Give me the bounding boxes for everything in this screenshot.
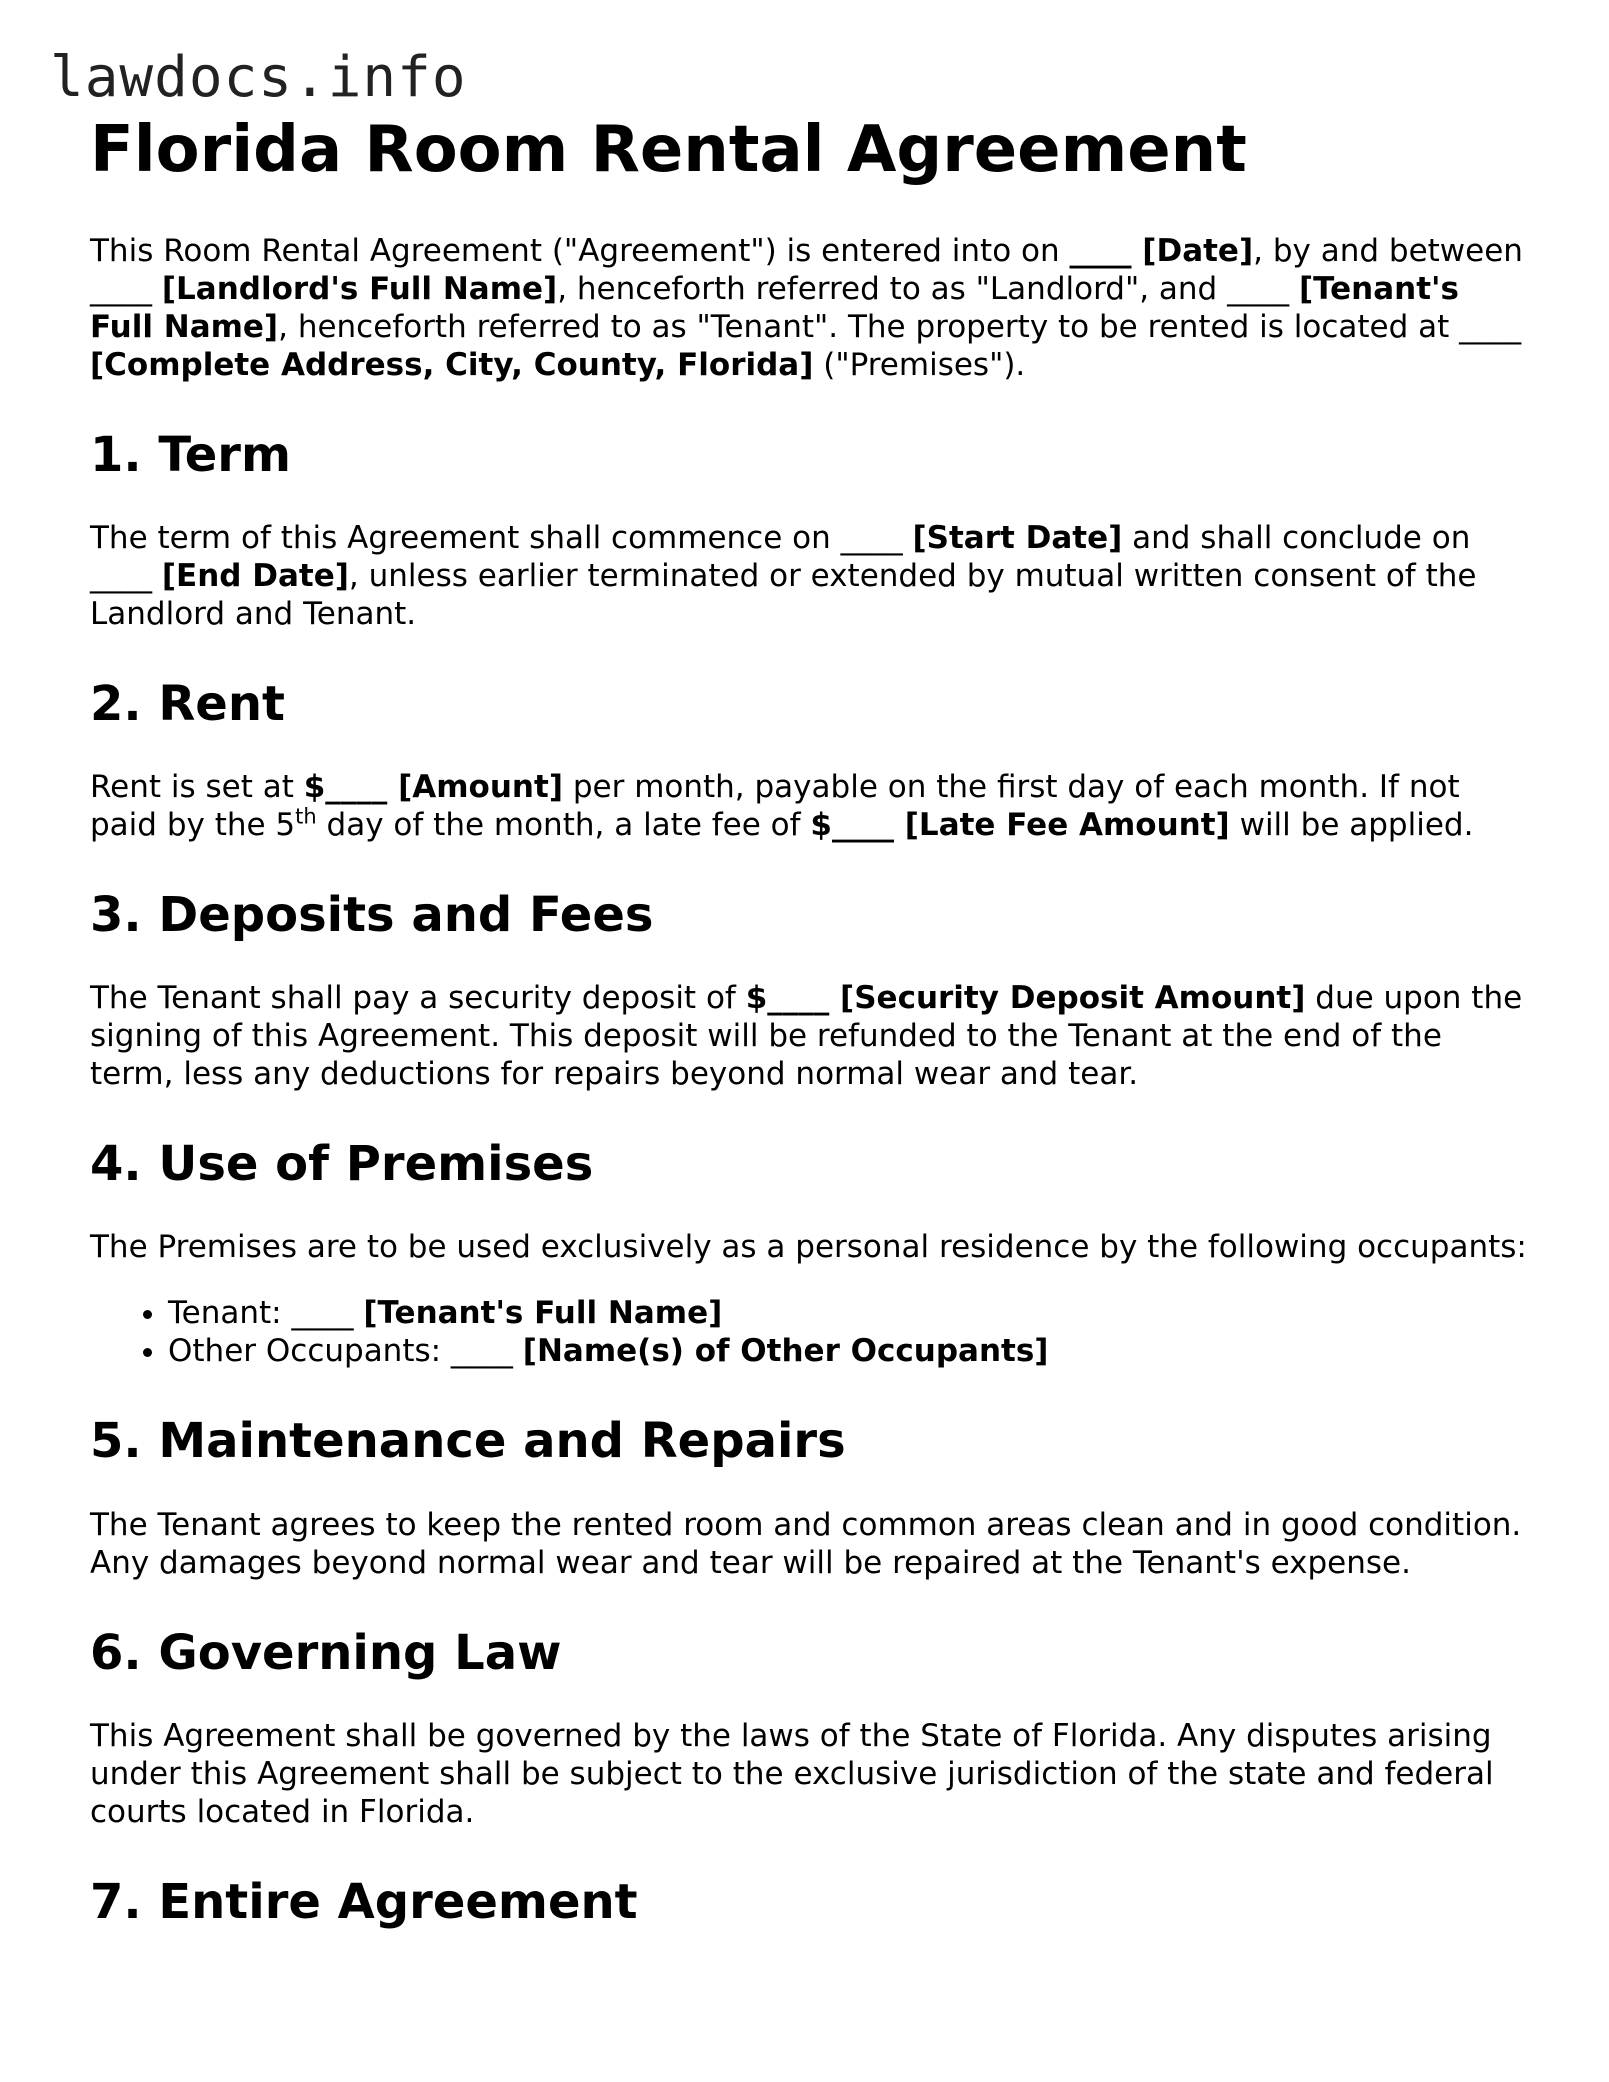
section-heading-rent: 2. Rent [90, 675, 285, 732]
rent-paragraph [90, 768, 1530, 844]
section-heading-use: 4. Use of Premises [90, 1136, 594, 1193]
use-paragraph: The Premises are to be used exclusively as a personal residence by the following occupants: [90, 1229, 1527, 1266]
security-deposit-placeholder: $____ [Security Deposit Amount] [745, 980, 1306, 1017]
maintenance-paragraph: The Tenant agrees to keep the rented room and common areas clean and in good condition. Any damages beyond normal wear and tear will be repaired at the Tenant's expense. [90, 1506, 1522, 1581]
watermark-logo: lawdocs.info [50, 45, 467, 110]
intro-text-3: , henceforth referred to as "Landlord", and ____ [557, 270, 1299, 307]
section-heading-governing-law: 6. Governing Law [90, 1624, 562, 1681]
occupant-placeholder: [Tenant's Full Name] [363, 1295, 723, 1332]
deposits-text-1: The Tenant shall pay a security deposit of [90, 980, 746, 1017]
document-body [90, 114, 1530, 1966]
intro-text-5: ("Premises"). [813, 346, 1026, 383]
list-item [168, 1294, 1530, 1332]
intro-text-1: This Room Rental Agreement ("Agreement") is entered into on [90, 232, 1070, 269]
intro-paragraph [90, 232, 1530, 384]
date-placeholder: ____ [Date] [1069, 232, 1254, 269]
occupant-label: Other Occupants: ____ [168, 1333, 523, 1370]
rent-text-2: per month, payable on the first day of each month. If not paid by the 5 [90, 768, 1460, 843]
occupants-list [90, 1294, 1530, 1370]
term-text-2: and shall conclude on ____ [90, 519, 1471, 594]
section-heading-deposits: 3. Deposits and Fees [90, 886, 654, 943]
rent-text-4: will be applied. [1229, 806, 1474, 843]
section-heading-entire-agreement: 7. Entire Agreement [90, 1873, 638, 1930]
term-paragraph [90, 519, 1530, 633]
landlord-name-placeholder: [Landlord's Full Name] [161, 270, 558, 307]
document-title: Florida Room Rental Agreement [90, 113, 1247, 187]
term-text-3: , unless earlier terminated or extended by mutual written consent of the Landlord and Tenant. [90, 557, 1477, 632]
intro-text-4: , henceforth referred to as "Tenant". The property to be rented is located at ____ [278, 308, 1522, 345]
occupant-label: Tenant: ____ [168, 1295, 364, 1332]
ordinal-suffix: th [295, 804, 317, 829]
term-text-1: The term of this Agreement shall commence on ____ [90, 519, 913, 556]
end-date-placeholder: [End Date] [161, 557, 349, 594]
rent-text-1: Rent is set at [90, 768, 304, 805]
address-placeholder: [Complete Address, City, County, Florida] [90, 346, 814, 383]
deposits-text-2: due upon the signing of this Agreement. This deposit will be refunded to the Tenant at the end of the term, less any deductions for repairs beyond normal wear and tear. [90, 980, 1523, 1093]
start-date-placeholder: [Start Date] [912, 519, 1123, 556]
rent-text-3: day of the month, a late fee of [316, 806, 811, 843]
rent-amount-placeholder: $____ [Amount] [303, 768, 563, 805]
tenant-name-placeholder: [Tenant's Full Name] [90, 270, 1459, 345]
intro-text-2: , by and between ____ [90, 232, 1523, 307]
section-heading-maintenance: 5. Maintenance and Repairs [90, 1413, 846, 1470]
late-fee-placeholder: $____ [Late Fee Amount] [810, 806, 1230, 843]
deposits-paragraph [90, 979, 1530, 1093]
section-heading-term: 1. Term [90, 426, 291, 483]
governing-law-paragraph: This Agreement shall be governed by the laws of the State of Florida. Any disputes arising under this Agreement shall be subject to the exclusive jurisdiction of the state and federal courts located in Florida. [90, 1717, 1494, 1830]
occupant-placeholder: [Name(s) of Other Occupants] [522, 1333, 1049, 1370]
list-item [168, 1332, 1530, 1370]
